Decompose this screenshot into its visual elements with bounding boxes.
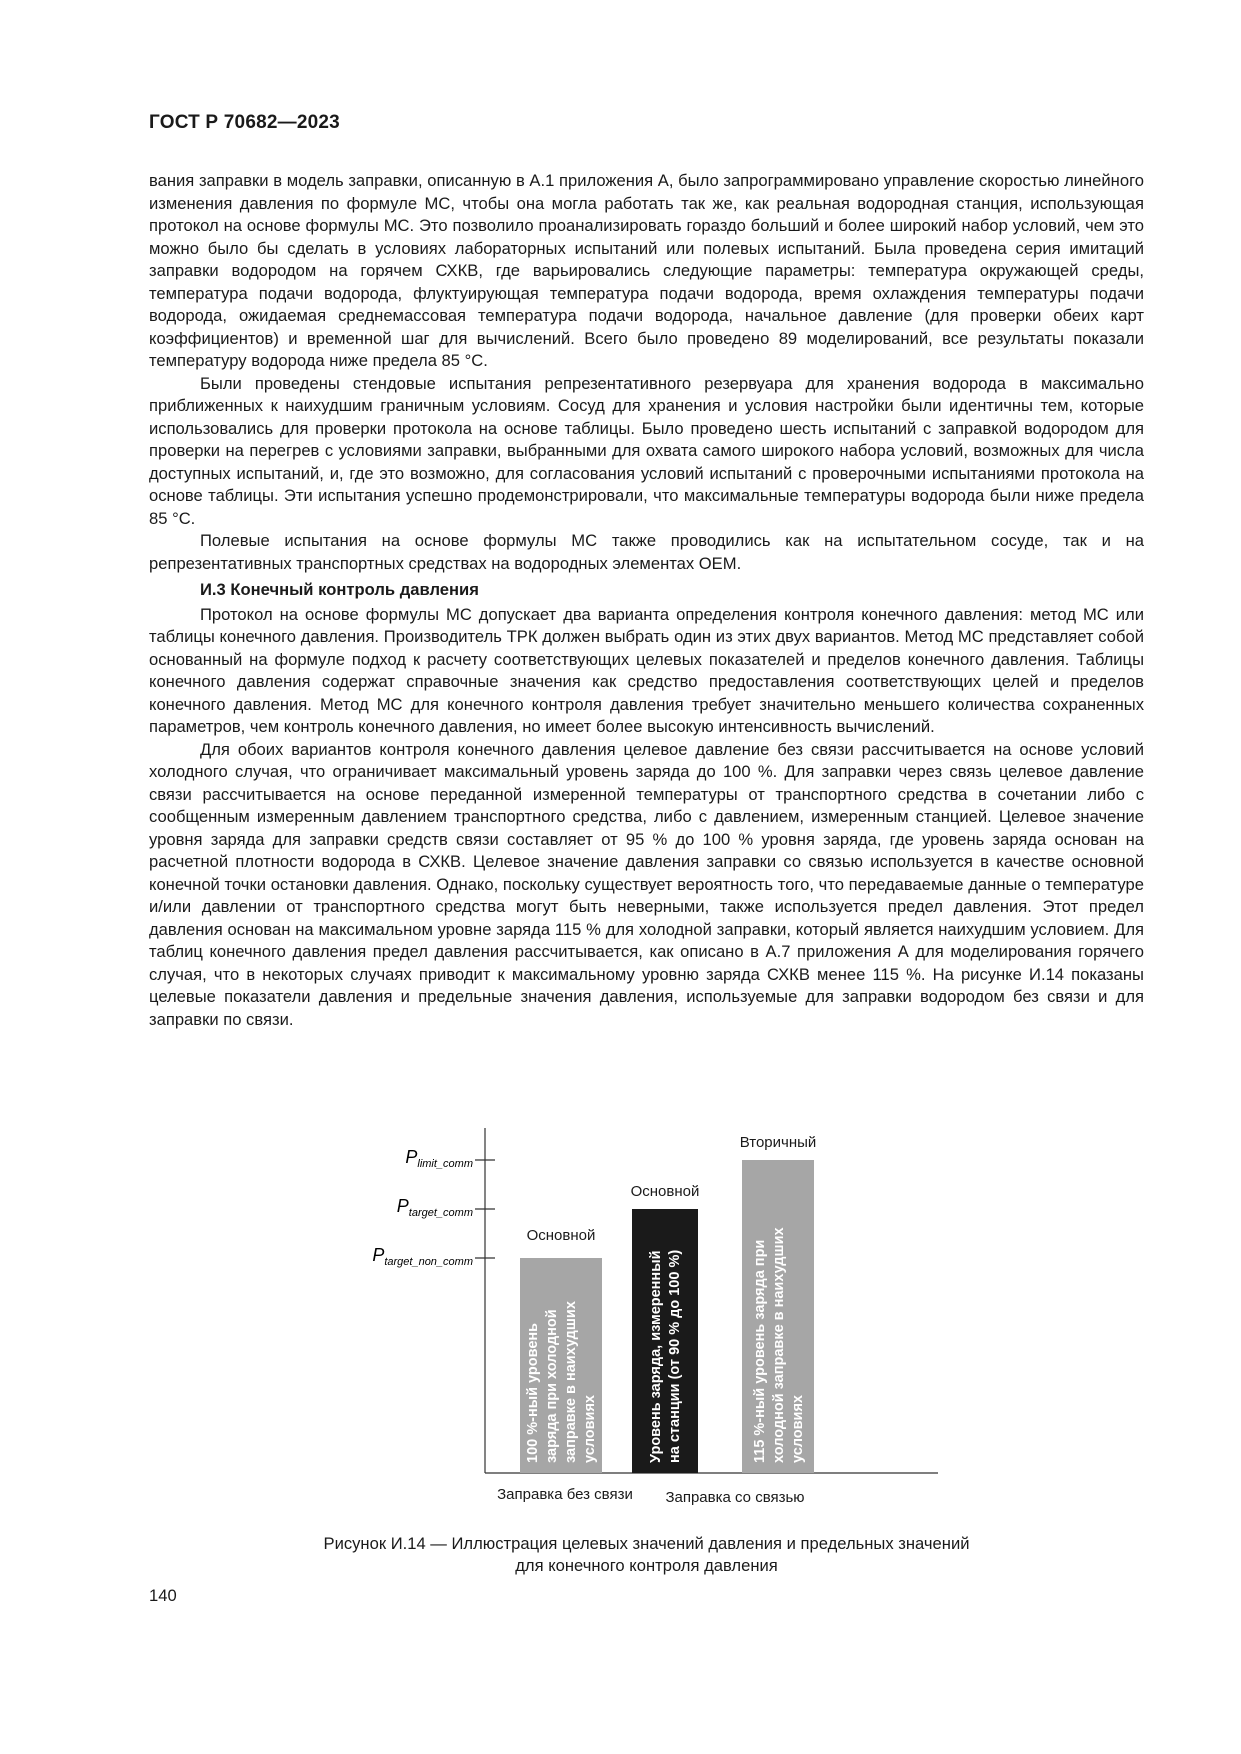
caption-line: Рисунок И.14 — Иллюстрация целевых значений давления и предельных значений bbox=[323, 1534, 970, 1553]
paragraph: Были проведены стендовые испытания репрезентативного резервуара для хранения водорода в максимально приближенных к наихудшим граничным условиям. Сосуд для хранения и условия настройки были идентичны тем, которые использовались для проверки протокола на основе таблицы. Было проведено шесть испытаний с заправкой водородом для проверки на перегрев с условиями заправки, выбранными для охвата самого широкого набора условий, возможных для числа доступных испытаний, и, где это возможно, для согласования условий испытаний с проверочными испытаниями протокола на основе таблицы. Эти испытания успешно продемонстрировали, что максимальные температуры водорода были ниже предела 85 °С. bbox=[149, 373, 1144, 528]
body-text bbox=[149, 170, 1144, 1031]
svg-text:условиях: условиях bbox=[582, 1395, 598, 1463]
caption-line: для конечного контроля давления bbox=[515, 1556, 778, 1575]
paragraph: Полевые испытания на основе формулы МС также проводились как на испытательном сосуде, так и на репрезентативных транспортных средствах на водородных элементах OEM. bbox=[149, 531, 1144, 573]
svg-text:Уровень заряда, измеренный: Уровень заряда, измеренный bbox=[648, 1250, 664, 1463]
figure-caption bbox=[149, 1533, 1144, 1577]
page-number: 140 bbox=[149, 1586, 177, 1605]
bar-top-label: Вторичный bbox=[739, 1134, 817, 1151]
bar-comm-primary bbox=[632, 1209, 698, 1473]
x-label-comm: Заправка со связью bbox=[665, 1489, 805, 1506]
document-header: ГОСТ Р 70682—2023 bbox=[149, 112, 340, 133]
svg-text:на станции (от 90 % до 100 %): на станции (от 90 % до 100 %) bbox=[667, 1249, 683, 1463]
x-label-non-comm: Заправка без связи bbox=[497, 1486, 633, 1503]
y-label-target-non-comm: $P_{target\_non\_comm}$ bbox=[372, 1245, 473, 1268]
bar-top-label: Основной bbox=[526, 1227, 596, 1244]
svg-text:100 %-ный уровень: 100 %-ный уровень bbox=[525, 1322, 541, 1463]
svg-text:заправке в наихудших: заправке в наихудших bbox=[563, 1301, 579, 1463]
svg-text:115 %-ный уровень заряда при: 115 %-ный уровень заряда при bbox=[752, 1239, 768, 1463]
svg-text:заряда при холодной: заряда при холодной bbox=[544, 1309, 560, 1463]
svg-text:условиях: условиях bbox=[790, 1395, 806, 1463]
figure-pressure-illustration bbox=[340, 1128, 960, 1528]
bar-top-label: Основной bbox=[630, 1183, 700, 1200]
figure-svg bbox=[340, 1128, 960, 1528]
y-label-limit-comm: $P_{limit\_comm}$ bbox=[405, 1147, 473, 1170]
section-heading: И.3 Конечный контроль давления bbox=[200, 580, 479, 599]
svg-text:холодной заправке в наихудших: холодной заправке в наихудших bbox=[771, 1227, 787, 1463]
paragraph: вания заправки в модель заправки, описанную в А.1 приложения А, было запрограммировано управление скоростью линейного изменения давления по формуле МС, чтобы она могла работать так же, как реальная водородная станция, использующая протокол на основе формулы МС. Это позволило проанализировать гораздо больший и более широкий набор условий, чем это можно было бы сделать в условиях лабораторных испытаний или полевых испытаний. Была проведена серия имитаций заправки водородом на горячем СХКВ, где варьировались следующие параметры: температура окружающей среды, температура подачи водорода, флуктуирующая температура подачи водорода, время охлаждения температуры подачи водорода, ожидаемая среднемассовая температура подачи водорода, начальное давление (для проверки обеих карт коэффициентов) и временной шаг для вычислений. Всего было проведено 89 моделирований, все результаты показали температуру водорода ниже предела 85 °С. bbox=[149, 171, 1144, 370]
paragraph: Протокол на основе формулы МС допускает два варианта определения контроля конечного давления: метод МС или таблицы конечного давления. Производитель ТРК должен выбрать один из этих двух вариантов. Метод МС представляет собой основанный на формуле подход к расчету соответствующих целевых показателей и пределов конечного давления. Таблицы конечного давления содержат справочные значения как средство предоставления соответствующих целей и пределов конечного давления. Метод МС для конечного контроля давления требует значительно меньшего количества сохраненных параметров, чем контроль конечного давления, но имеет более высокую интенсивность вычислений. bbox=[149, 604, 1144, 736]
paragraph: Для обоих вариантов контроля конечного давления целевое давление без связи рассчитывается на основе условий холодного случая, что ограничивает максимальный уровень заряда до 100 %. Для заправки через связь целевое давление связи рассчитывается на основе переданной измеренной температуры от транспортного средства в сочетании либо с сообщенным измеренным давлением транспортного средства, либо с давлением, измеренным станцией. Целевое значение уровня заряда для заправки средств связи составляет от 95 % до 100 % уровня заряда, где уровень заряда основан на расчетной плотности водорода в СХКВ. Целевое значение давления заправки со связью используется в качестве основной конечной точки остановки давления. Однако, поскольку существует вероятность того, что передаваемые данные о температуре и/или давлении от транспортного средства могут быть неверными, также используется предел давления. Этот предел давления основан на максимальном уровне заряда 115 % для холодной заправки, который является наихудшим условием. Для таблиц конечного давления предел давления рассчитывается, как описано в А.7 приложения А для моделирования горячего случая, что в некоторых случаях приводит к максимальному уровню заряда СХКВ менее 115 %. На рисунке И.14 показаны целевые показатели давления и предельные значения давления, используемые для заправки водородом без связи и для заправки по связи. bbox=[149, 739, 1144, 1029]
y-label-target-comm: $P_{target\_comm}$ bbox=[396, 1196, 473, 1219]
